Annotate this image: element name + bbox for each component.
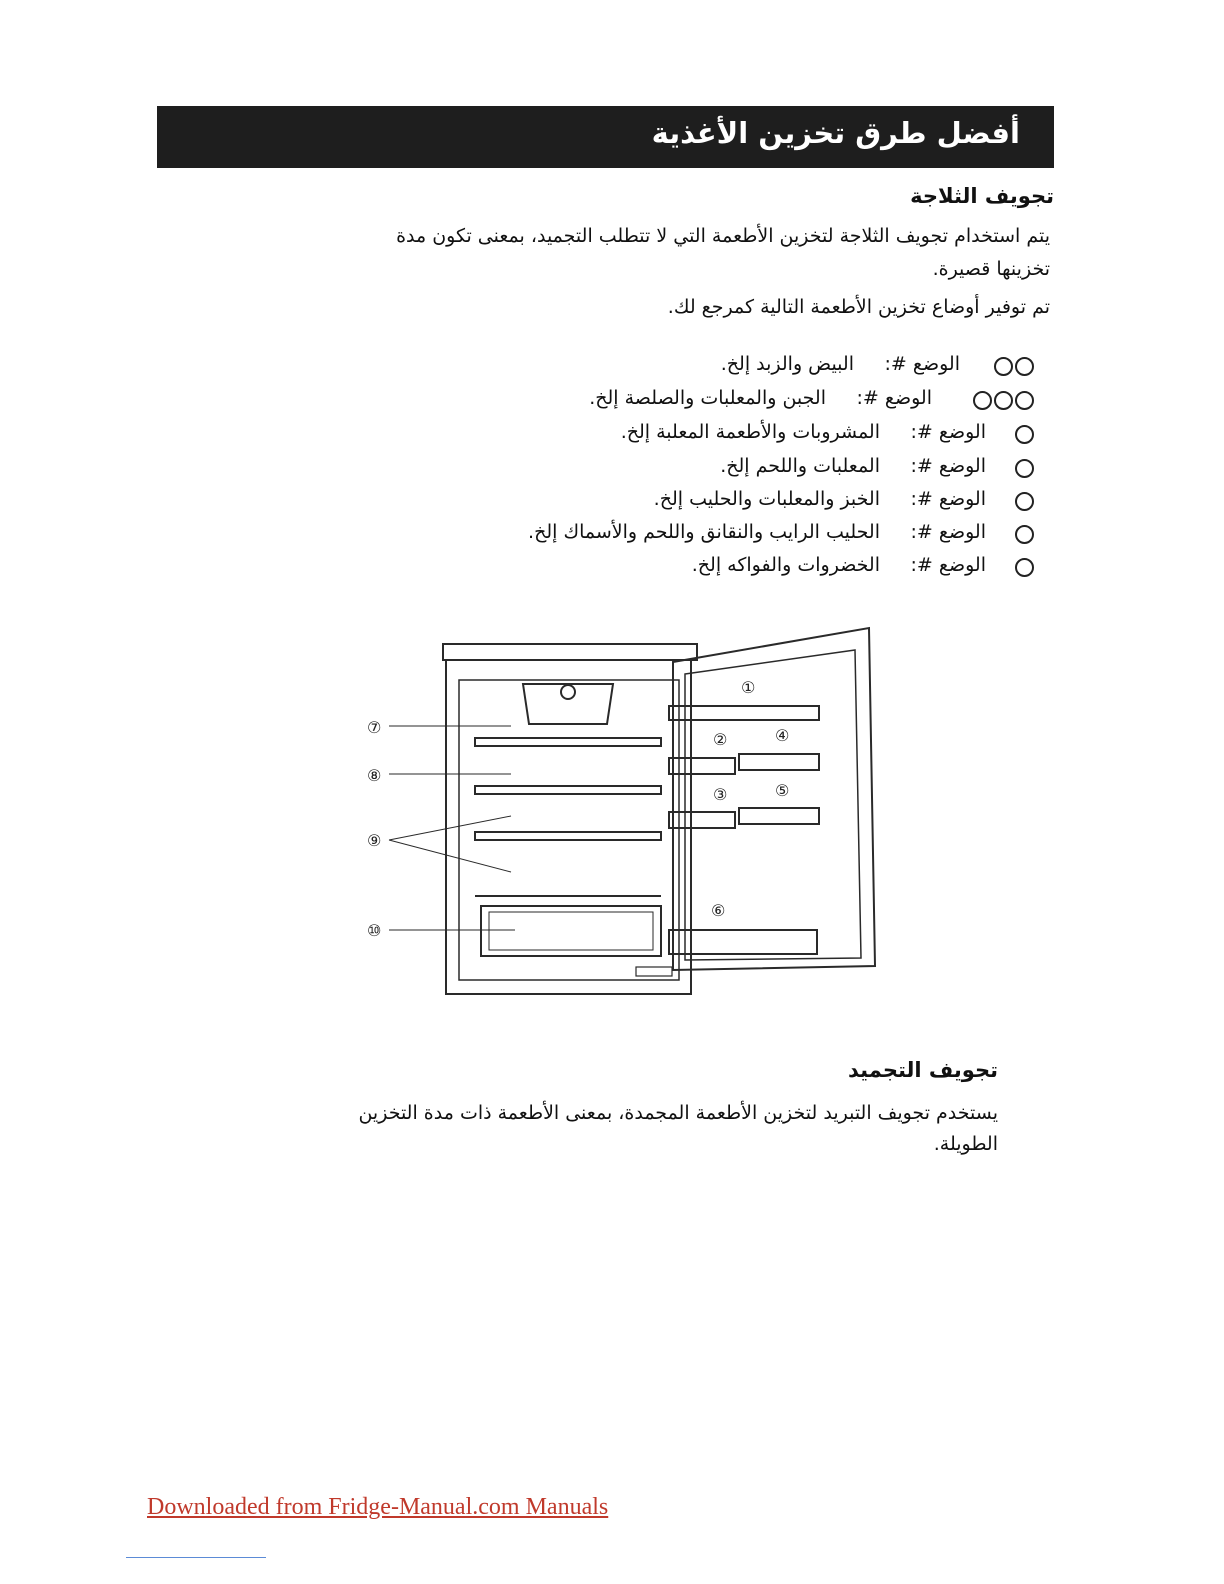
- freezer-text-line1: يستخدم تجويف التبريد لتخزين الأطعمة المجمدة، بمعنى الأطعمة ذات مدة التخزين: [358, 1102, 998, 1124]
- position-label: الوضع #:: [910, 455, 986, 477]
- shelf: [475, 738, 661, 746]
- freezer-text-line2: الطويلة.: [933, 1133, 998, 1155]
- position-food: الجبن والمعلبات والصلصة إلخ.: [589, 387, 826, 409]
- callout-10: ⑩: [367, 921, 382, 940]
- crisper-drawer: [481, 906, 661, 956]
- callout-line: [389, 816, 511, 840]
- crisper-front: [489, 912, 653, 950]
- position-label: الوضع #:: [910, 488, 986, 510]
- position-circles: [1015, 525, 1034, 544]
- position-label: الوضع #:: [856, 387, 932, 409]
- door-number-4: ④: [775, 726, 790, 745]
- shelf: [475, 786, 661, 794]
- fridge-heading: تجويف الثلاجة: [910, 184, 1054, 208]
- control-panel: [523, 684, 613, 724]
- position-circles: [1015, 425, 1034, 444]
- callout-7: ⑦: [367, 718, 382, 737]
- fridge-diagram: [355, 620, 895, 1010]
- position-food: الخضروات والفواكه إلخ.: [691, 554, 880, 576]
- door-number-2: ②: [713, 730, 728, 749]
- position-circles: [1015, 558, 1034, 577]
- position-item: [334, 421, 1034, 451]
- position-label: الوضع #:: [884, 353, 960, 375]
- fridge-text-line2: تخزينها قصيرة.: [932, 258, 1050, 280]
- position-circles: [973, 391, 1034, 410]
- thermostat-icon: [561, 685, 575, 699]
- title-bar: [157, 106, 1054, 168]
- position-food: المعلبات واللحم إلخ.: [720, 455, 880, 477]
- door-number-5: ⑤: [775, 781, 790, 800]
- position-item: [334, 387, 1034, 417]
- position-item: [334, 455, 1034, 485]
- position-item: [334, 521, 1034, 551]
- page-title: أفضل طرق تخزين الأغذية: [651, 116, 1020, 150]
- bottom-controls: [636, 967, 672, 976]
- position-label: الوضع #:: [910, 421, 986, 443]
- door-bin: [739, 754, 819, 770]
- position-label: الوضع #:: [910, 554, 986, 576]
- position-food: الخبز والمعلبات والحليب إلخ.: [653, 488, 880, 510]
- callout-line: [389, 840, 511, 872]
- shelf: [475, 832, 661, 840]
- footer-divider: [126, 1557, 266, 1558]
- door-number-3: ③: [713, 785, 728, 804]
- position-item: [334, 554, 1034, 584]
- door-bin: [739, 808, 819, 824]
- position-circles: [994, 357, 1034, 376]
- position-label: الوضع #:: [910, 521, 986, 543]
- position-food: الحليب الرايب والنقانق واللحم والأسماك إلخ.: [528, 521, 880, 543]
- position-food: المشروبات والأطعمة المعلبة إلخ.: [620, 421, 880, 443]
- position-item: [334, 488, 1034, 518]
- footer-link[interactable]: Downloaded from Fridge-Manual.com Manuals: [147, 1494, 609, 1520]
- fridge-text-line3: تم توفير أوضاع تخزين الأطعمة التالية كمرجع لك.: [667, 296, 1050, 318]
- fridge-text-line1: يتم استخدام تجويف الثلاجة لتخزين الأطعمة التي لا تتطلب التجميد، بمعنى تكون مدة: [396, 225, 1050, 247]
- door-number-6: ⑥: [711, 901, 726, 920]
- callout-9: ⑨: [367, 831, 382, 850]
- callout-8: ⑧: [367, 766, 382, 785]
- position-circles: [1015, 492, 1034, 511]
- position-circles: [1015, 459, 1034, 478]
- freezer-heading: تجويف التجميد: [848, 1058, 998, 1082]
- position-food: البيض والزبد إلخ.: [720, 353, 854, 375]
- cabinet-body: [446, 660, 691, 994]
- door-outer: [673, 628, 875, 970]
- position-item: [434, 353, 1034, 383]
- door-number-1: ①: [741, 678, 756, 697]
- cabinet-top: [443, 644, 697, 660]
